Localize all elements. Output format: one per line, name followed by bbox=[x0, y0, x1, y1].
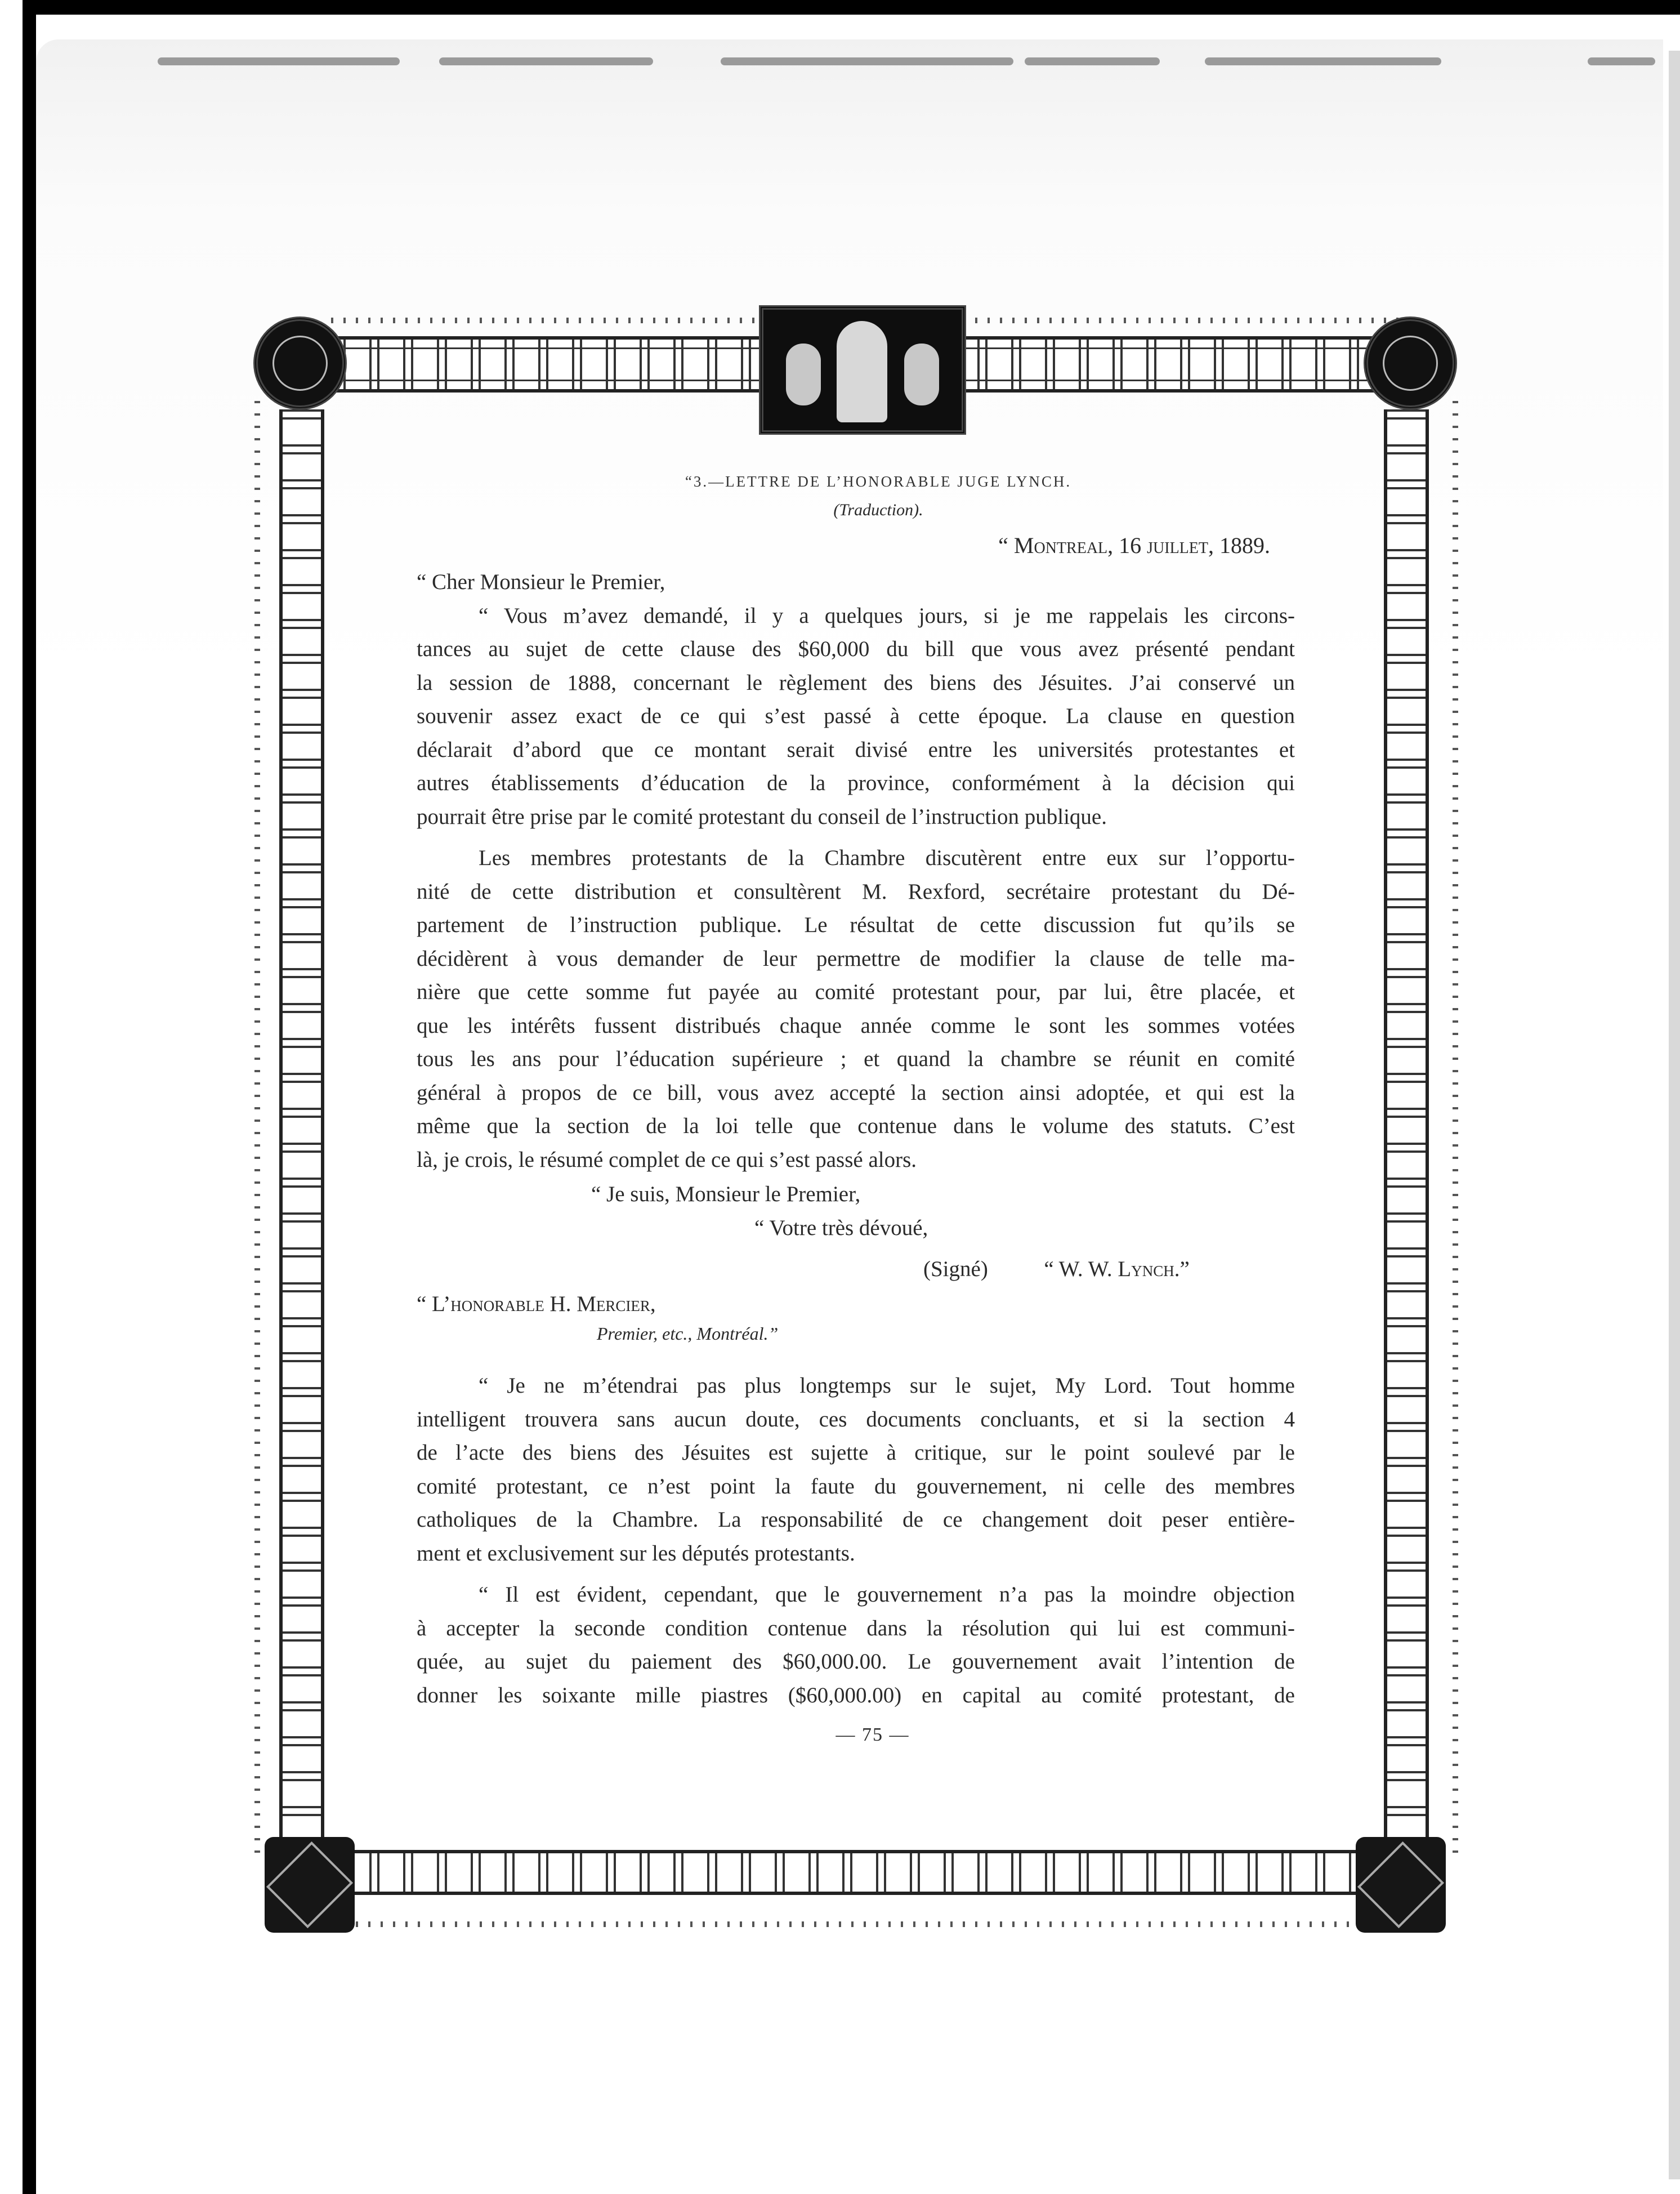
frame-band-bottom bbox=[336, 1850, 1392, 1895]
paragraph-line: déclarait d’abord que ce montant serait divisé entre les universités protestantes et bbox=[417, 737, 1295, 762]
seated-figure bbox=[837, 321, 887, 422]
paragraph-line: quée, au sujet du paiement des $60,000.00. Le gouvernement avait l’intention de bbox=[417, 1649, 1295, 1674]
paragraph-line: décidèrent à vous demander de leur permettre de modifier la clause de telle ma- bbox=[417, 946, 1295, 971]
frame-band-left bbox=[279, 409, 324, 1851]
paragraph-line: “ Il est évident, cependant, que le gouvernement n’a pas la moindre objection bbox=[479, 1582, 1295, 1607]
right-page-edge bbox=[1669, 51, 1680, 2179]
paragraph-line: même que la section de la loi telle que contenue dans le volume des statuts. C’est bbox=[417, 1114, 1295, 1138]
corner-ornament-bottom-right bbox=[1356, 1837, 1446, 1933]
closing-line-2: “ Votre très dévoué, bbox=[754, 1215, 928, 1240]
paragraph-line: pourrait être prise par le comité protestant du conseil de l’instruction publique. bbox=[417, 804, 1107, 829]
frame-dotted-edge-left bbox=[254, 401, 260, 1854]
paragraph-line: tances au sujet de cette clause des $60,000 du bill que vous avez présenté pendant bbox=[417, 637, 1295, 661]
paragraph-line: là, je crois, le résumé complet de ce qui s’est passé alors. bbox=[417, 1147, 917, 1172]
paragraph-line: partement de l’instruction publique. Le résultat de cette discussion fut qu’ils se bbox=[417, 913, 1295, 937]
salutation: “ Cher Monsieur le Premier, bbox=[417, 570, 665, 594]
closing-line-1: “ Je suis, Monsieur le Premier, bbox=[591, 1182, 861, 1206]
signature-name: “ W. W. Lynch.” bbox=[1044, 1257, 1190, 1281]
corner-medallion-top-right bbox=[1364, 316, 1457, 410]
letter-text bbox=[417, 473, 1295, 1746]
paragraph-line: nière que cette somme fut payée au comité protestant pour, par lui, être placée, et bbox=[417, 980, 1295, 1004]
dateline: “ Montreal, 16 juillet, 1889. bbox=[998, 533, 1270, 558]
paragraph-line: de l’acte des biens des Jésuites est sujette à critique, sur le point soulevé par le bbox=[417, 1441, 1295, 1465]
paragraph-line: “ Vous m’avez demandé, il y a quelques jours, si je me rappelais les circons- bbox=[479, 603, 1295, 628]
paragraph-line: autres établissements d’éducation de la province, conformément à la décision qui bbox=[417, 771, 1295, 795]
paragraph-line: souvenir assez exact de ce qui s’est passé à cette époque. La clause en question bbox=[417, 704, 1295, 728]
center-plaque-illustration bbox=[759, 305, 966, 435]
frame-dotted-edge-right bbox=[1453, 401, 1458, 1854]
frame-band-right bbox=[1384, 409, 1429, 1851]
corner-medallion-top-left bbox=[253, 316, 347, 410]
page-number: — 75 — bbox=[835, 1724, 910, 1745]
cherub-right-figure bbox=[904, 344, 939, 405]
page-curl-shadow bbox=[146, 51, 1666, 73]
paragraph-line: la session de 1888, concernant le règlement des biens des Jésuites. J’ai conservé un bbox=[417, 670, 1295, 695]
cherub-left-figure bbox=[786, 344, 821, 405]
paragraph-1 bbox=[417, 599, 1295, 834]
paragraph-line: catholiques de la Chambre. La responsabilité de ce changement doit peser entière- bbox=[417, 1508, 1295, 1532]
letter-subheading: (Traduction). bbox=[833, 501, 923, 519]
scan-border-left bbox=[23, 0, 36, 2194]
scan-border-top bbox=[35, 0, 1680, 15]
paragraph-line: donner les soixante mille piastres ($60,000.00) en capital au comité protestant, de bbox=[417, 1683, 1295, 1707]
paragraph-4 bbox=[417, 1578, 1295, 1712]
corner-ornament-bottom-left bbox=[265, 1837, 355, 1933]
paragraph-2 bbox=[417, 841, 1295, 1176]
letter-heading: “3.—LETTRE DE L’HONORABLE JUGE LYNCH. bbox=[685, 473, 1072, 490]
paragraph-line: ment et exclusivement sur les députés protestants. bbox=[417, 1541, 855, 1566]
paragraph-line: nité de cette distribution et consultèrent M. Rexford, secrétaire protestant du Dé- bbox=[417, 879, 1295, 904]
paragraph-line: “ Je ne m’étendrai pas plus longtemps sur le sujet, My Lord. Tout homme bbox=[479, 1374, 1295, 1398]
paragraph-line: comité protestant, ce n’est point la faute du gouvernement, ni celle des membres bbox=[417, 1474, 1295, 1499]
paragraph-line: Les membres protestants de la Chambre discutèrent entre eux sur l’opportu- bbox=[479, 846, 1295, 870]
paragraph-3 bbox=[417, 1369, 1295, 1570]
paragraph-line: tous les ans pour l’éducation supérieure ; et quand la chambre se réunit en comité bbox=[417, 1047, 1295, 1071]
signed-mark: (Signé) bbox=[923, 1257, 988, 1281]
paragraph-line: intelligent trouvera sans aucun doute, ces documents concluants, et si la section 4 bbox=[417, 1407, 1295, 1432]
signature-line bbox=[417, 1252, 1295, 1286]
addressee-line-2: Premier, etc., Montréal.” bbox=[597, 1323, 779, 1344]
addressee-line-1: “ L’honorable H. Mercier, bbox=[417, 1291, 656, 1316]
frame-dotted-edge-bottom bbox=[331, 1921, 1401, 1927]
paragraph-line: général à propos de ce bill, vous avez accepté la section ainsi adoptée, et qui est la bbox=[417, 1080, 1295, 1105]
paragraph-line: que les intérêts fussent distribués chaque année comme le sont les sommes votées bbox=[417, 1013, 1295, 1038]
paragraph-line: à accepter la seconde condition contenue dans la résolution qui lui est communi- bbox=[417, 1616, 1295, 1640]
